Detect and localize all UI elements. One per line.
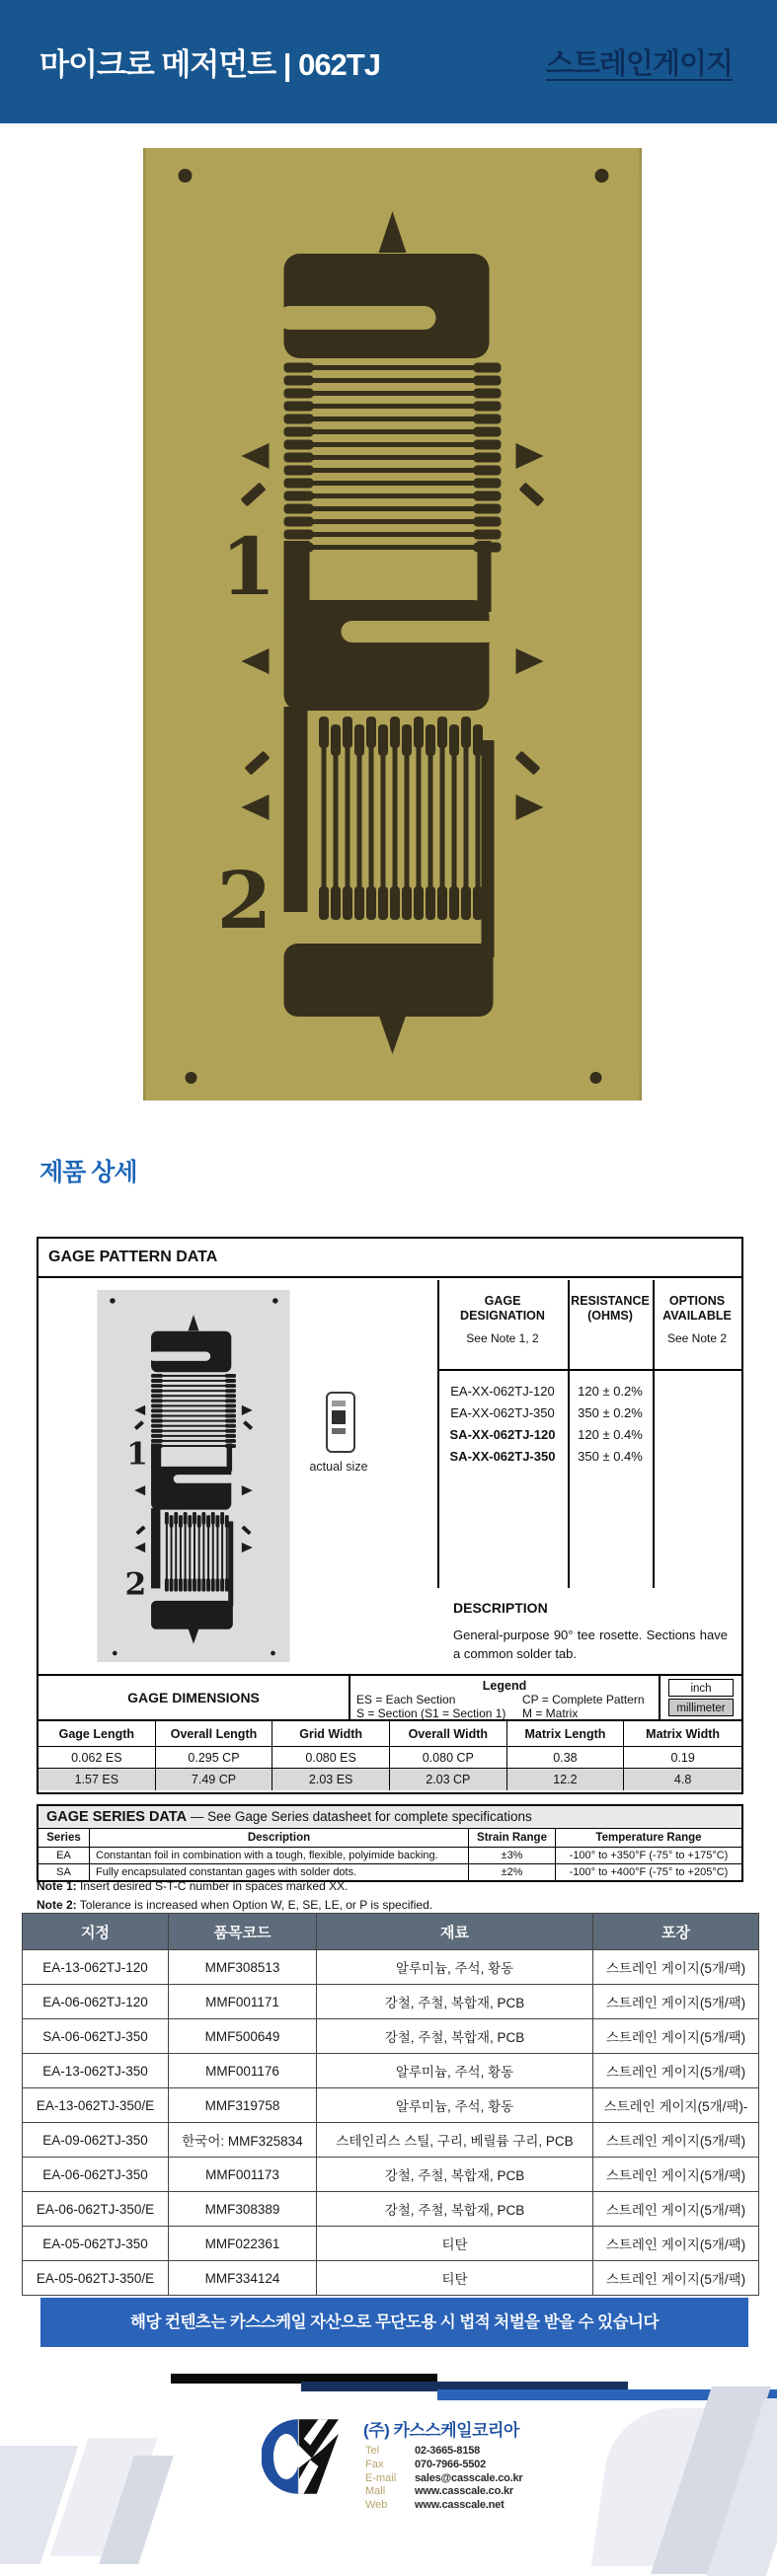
contact-label: Web xyxy=(365,2499,388,2512)
page-header xyxy=(0,0,777,123)
cell-material: 알루미늄, 주석, 황동 xyxy=(317,2088,593,2123)
table-row xyxy=(23,2019,759,2054)
actual-size-caption: actual size xyxy=(309,1460,368,1474)
col-options-line2: AVAILABLE xyxy=(662,1309,732,1323)
dim-col-header: Grid Width xyxy=(272,1721,390,1747)
casscale-logo-graphic xyxy=(262,2416,343,2497)
cell-item-code: MMF022361 xyxy=(169,2227,317,2261)
cell-material: 스테인리스 스틸, 구리, 베릴륨 구리, PCB xyxy=(317,2123,593,2158)
series-cell: SA xyxy=(39,1864,90,1880)
copyright-notice-banner: 해당 컨텐츠는 카스스케일 자산으로 무단도용 시 법적 처벌을 받을 수 있습니다 xyxy=(40,2298,748,2347)
table-row xyxy=(23,2158,759,2192)
series-cell: ±2% xyxy=(469,1864,556,1880)
cell-material: 티탄 xyxy=(317,2261,593,2296)
table-row xyxy=(23,1950,759,1985)
note-1-text: Insert desired S-T-C number in spaces marked XX. xyxy=(76,1879,349,1893)
cell-material: 알루미늄, 주석, 황동 xyxy=(317,2054,593,2088)
company-name: (주) 카스스케일코리아 xyxy=(363,2421,519,2440)
actual-size-band xyxy=(332,1410,346,1424)
designation-list xyxy=(437,1381,568,1468)
note-2-label: Note 2: xyxy=(37,1898,77,1912)
note-1-label: Note 1: xyxy=(37,1879,77,1893)
designation-row: SA-XX-062TJ-350 xyxy=(449,1449,556,1464)
dim-value: 1.57 ES xyxy=(39,1769,156,1790)
contact-value: 02-3665-8158 xyxy=(415,2445,481,2457)
contact-row-email xyxy=(365,2472,522,2486)
cell-designation: EA-06-062TJ-350/E xyxy=(23,2192,169,2227)
contact-row-web xyxy=(365,2499,522,2513)
series-col-header: Description xyxy=(90,1829,469,1847)
cell-designation: EA-05-062TJ-350 xyxy=(23,2227,169,2261)
designation-row: EA-XX-062TJ-350 xyxy=(450,1405,555,1420)
dim-value: 0.080 ES xyxy=(272,1747,390,1769)
resistance-row: 120 ± 0.4% xyxy=(578,1427,643,1442)
divider xyxy=(437,1369,741,1371)
contact-value: 070-7966-5502 xyxy=(415,2458,487,2470)
gage-series-data-subtitle: — See Gage Series datasheet for complete specifications xyxy=(190,1809,532,1824)
legend-item: ES = Each Section xyxy=(356,1693,456,1706)
col-gage-designation-line2: DESIGNATION xyxy=(460,1309,545,1323)
legend-item: M = Matrix xyxy=(522,1706,579,1720)
dim-col-header: Matrix Length xyxy=(507,1721,625,1747)
contact-row-fax xyxy=(365,2459,522,2472)
cell-designation: EA-06-062TJ-120 xyxy=(23,1985,169,2019)
cell-item-code: MMF001171 xyxy=(169,1985,317,2019)
cell-packaging: 스트레인 게이지(5개/팩) xyxy=(593,1985,759,2019)
product-photo xyxy=(143,148,642,1100)
actual-size-band xyxy=(332,1428,346,1434)
web-link[interactable]: www.casscale.net xyxy=(415,2499,505,2512)
dim-value: 12.2 xyxy=(507,1769,625,1790)
cell-designation: EA-05-062TJ-350/E xyxy=(23,2261,169,2296)
product-detail-heading: 제품 상세 xyxy=(39,1159,137,1186)
series-cell: -100° to +350°F (-75° to +175°C) xyxy=(569,1850,729,1861)
gauge-pattern-diagram xyxy=(91,1290,296,1662)
parts-col-item-code: 품목코드 xyxy=(169,1914,317,1950)
gage-pattern-data-table xyxy=(37,1237,743,1676)
col-gage-designation-line1: GAGE xyxy=(484,1294,521,1308)
notes xyxy=(37,1877,432,1915)
description-cell xyxy=(437,1588,741,1674)
strain-gauge-diagram-graphic xyxy=(91,1290,296,1662)
cell-item-code: MMF001173 xyxy=(169,2158,317,2192)
dim-value: 0.080 CP xyxy=(390,1747,507,1769)
casscale-logo xyxy=(262,2416,343,2497)
series-cell: ±3% xyxy=(469,1848,556,1863)
cell-material: 강철, 주철, 복합재, PCB xyxy=(317,2158,593,2192)
cell-item-code: 한국어: MMF325834 xyxy=(169,2123,317,2158)
legend-item: S = Section (S1 = Section 1) xyxy=(356,1706,506,1720)
cell-material: 강철, 주철, 복합재, PCB xyxy=(317,2019,593,2054)
dimension-inch-row xyxy=(39,1747,741,1769)
cell-packaging: 스트레인 게이지(5개/팩) xyxy=(593,1950,759,1985)
cell-item-code: MMF319758 xyxy=(169,2088,317,2123)
dim-value: 7.49 CP xyxy=(156,1769,273,1790)
unit-inch: inch xyxy=(668,1679,734,1697)
dim-col-header: Gage Length xyxy=(39,1721,156,1747)
cell-designation: EA-06-062TJ-350 xyxy=(23,2158,169,2192)
email-link[interactable]: sales@casscale.co.kr xyxy=(415,2471,523,2484)
series-cell: Constantan foil in combination with a tough, flexible, polyimide backing. xyxy=(90,1848,469,1863)
resistance-row: 120 ± 0.2% xyxy=(578,1384,643,1399)
parts-col-packaging: 포장 xyxy=(593,1914,759,1950)
series-col-header: Strain Range xyxy=(469,1829,556,1847)
dim-col-header: Overall Width xyxy=(390,1721,507,1747)
dim-col-header: Matrix Width xyxy=(624,1721,741,1747)
contact-label: Fax xyxy=(365,2458,384,2470)
contact-info xyxy=(365,2445,522,2513)
cell-packaging: 스트레인 게이지(5개/팩) xyxy=(593,2019,759,2054)
series-cell: Fully encapsulated constantan gages with solder dots. xyxy=(90,1864,469,1880)
resistance-row: 350 ± 0.2% xyxy=(578,1405,643,1420)
series-col-header: Series xyxy=(39,1829,90,1847)
description-title: DESCRIPTION xyxy=(453,1600,548,1616)
strain-gauge-photo-graphic xyxy=(143,148,642,1100)
dim-value: 2.03 ES xyxy=(272,1769,390,1790)
parts-table xyxy=(22,1913,759,2296)
cell-packaging: 스트레인 게이지(5개/팩) xyxy=(593,2192,759,2227)
dim-col-header: Overall Length xyxy=(156,1721,273,1747)
cell-item-code: MMF001176 xyxy=(169,2054,317,2088)
table-row xyxy=(23,2261,759,2296)
cell-designation: EA-13-062TJ-120 xyxy=(23,1950,169,1985)
cell-designation: EA-13-062TJ-350 xyxy=(23,2054,169,2088)
gage-series-data-title-strong: GAGE SERIES DATA xyxy=(46,1809,188,1825)
category-link[interactable]: 스트레인게이지 xyxy=(545,48,733,80)
contact-row-mall xyxy=(365,2485,522,2499)
cell-material: 강철, 주철, 복합재, PCB xyxy=(317,1985,593,2019)
parts-header-row xyxy=(23,1914,759,1950)
dim-value: 0.062 ES xyxy=(39,1747,156,1769)
contact-row-tel xyxy=(365,2445,522,2459)
cell-designation: EA-13-062TJ-350/E xyxy=(23,2088,169,2123)
cell-packaging: 스트레인 게이지(5개/팩) xyxy=(593,2158,759,2192)
col-options-line1: OPTIONS xyxy=(668,1294,726,1308)
col-resistance-line1: RESISTANCE xyxy=(571,1294,650,1308)
table-row xyxy=(23,2192,759,2227)
designation-row: EA-XX-062TJ-120 xyxy=(450,1384,555,1399)
cell-material: 티탄 xyxy=(317,2227,593,2261)
parts-col-material: 재료 xyxy=(317,1914,593,1950)
dim-value: 2.03 CP xyxy=(390,1769,507,1790)
legend-title: Legend xyxy=(482,1679,527,1693)
gage-dimensions-table xyxy=(37,1676,743,1794)
contact-label: E-mail xyxy=(365,2471,397,2484)
cell-designation: EA-09-062TJ-350 xyxy=(23,2123,169,2158)
cell-item-code: MMF308389 xyxy=(169,2192,317,2227)
series-row xyxy=(39,1848,741,1864)
col-gage-designation xyxy=(437,1294,568,1346)
table-row xyxy=(23,1985,759,2019)
contact-label: Mall xyxy=(365,2485,386,2498)
resistance-list xyxy=(568,1381,653,1468)
designation-note: See Note 1, 2 xyxy=(466,1331,539,1345)
cell-packaging: 스트레인 게이지(5개/팩) xyxy=(593,2261,759,2296)
legend-cell xyxy=(350,1676,659,1719)
col-resistance-line2: (OHMS) xyxy=(587,1309,633,1323)
series-cell: -100° to +400°F (-75° to +205°C) xyxy=(569,1866,729,1878)
dim-value: 0.38 xyxy=(507,1747,625,1769)
resistance-row: 350 ± 0.4% xyxy=(578,1449,643,1464)
actual-size-band xyxy=(332,1401,346,1406)
cell-item-code: MMF500649 xyxy=(169,2019,317,2054)
dim-value: 0.295 CP xyxy=(156,1747,273,1769)
dim-value: 0.19 xyxy=(624,1747,741,1769)
series-cell: EA xyxy=(39,1848,90,1863)
note-1 xyxy=(37,1877,432,1896)
table-row xyxy=(23,2088,759,2123)
cell-packaging: 스트레인 게이지(5개/팩) xyxy=(593,2054,759,2088)
cell-packaging: 스트레인 게이지(5개/팩) xyxy=(593,2123,759,2158)
cell-packaging: 스트레인 게이지(5개/팩) xyxy=(593,2227,759,2261)
cell-item-code: MMF308513 xyxy=(169,1950,317,1985)
note-2-text: Tolerance is increased when Option W, E, SE, LE, or P is specified. xyxy=(76,1898,433,1912)
cell-item-code: MMF334124 xyxy=(169,2261,317,2296)
cell-material: 알루미늄, 주석, 황동 xyxy=(317,1950,593,1985)
dimension-mm-row xyxy=(39,1769,741,1790)
series-col-header: Temperature Range xyxy=(595,1832,702,1844)
cell-packaging: 스트레인 게이지(5개/팩)- xyxy=(593,2088,759,2123)
dim-value: 4.8 xyxy=(624,1769,741,1790)
description-text: General-purpose 90° tee rosette. Sections have a common solder tab. xyxy=(453,1628,728,1661)
gage-pattern-data-body xyxy=(39,1280,741,1674)
table-row xyxy=(23,2054,759,2088)
parts-col-designation: 지정 xyxy=(23,1914,169,1950)
cell-material: 강철, 주철, 복합재, PCB xyxy=(317,2192,593,2227)
units-cell xyxy=(659,1676,741,1719)
dimension-headers xyxy=(39,1721,741,1747)
table-row xyxy=(23,2227,759,2261)
gage-series-data-table xyxy=(37,1804,743,1882)
mall-link[interactable]: www.casscale.co.kr xyxy=(415,2485,513,2498)
cell-designation: SA-06-062TJ-350 xyxy=(23,2019,169,2054)
page-title: 마이크로 메저먼트 | 062TJ xyxy=(39,47,380,82)
gage-series-data-title xyxy=(39,1806,741,1829)
col-options xyxy=(653,1294,741,1346)
gage-dimensions-title: GAGE DIMENSIONS xyxy=(39,1676,350,1719)
series-header-row xyxy=(39,1829,741,1848)
legend-item: CP = Complete Pattern xyxy=(522,1693,645,1706)
unit-millimeter: millimeter xyxy=(668,1699,734,1716)
designation-row: SA-XX-062TJ-120 xyxy=(449,1427,556,1442)
actual-size-icon xyxy=(326,1392,355,1453)
col-resistance xyxy=(568,1294,653,1324)
gage-pattern-data-title: GAGE PATTERN DATA xyxy=(39,1239,741,1278)
table-row xyxy=(23,2123,759,2158)
options-note: See Note 2 xyxy=(666,1331,728,1345)
contact-label: Tel xyxy=(365,2445,380,2457)
